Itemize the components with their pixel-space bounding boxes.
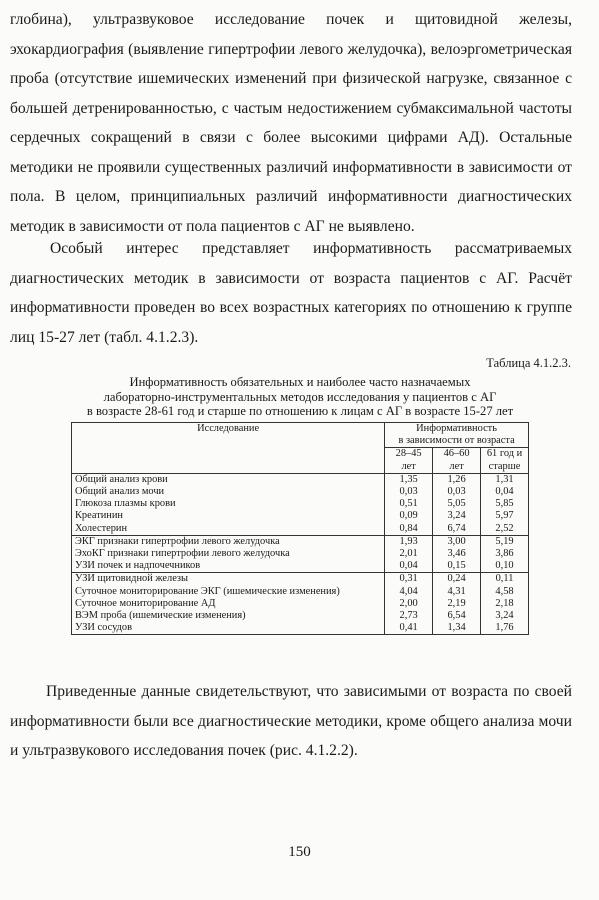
table-caption (50, 375, 550, 419)
header-group-line1: Информативность (416, 423, 497, 434)
value-46-60-cell: 3,24 (433, 510, 481, 522)
table-row (72, 586, 529, 598)
value-61-plus-cell: 0,10 (481, 560, 529, 573)
value-46-60-cell: 0,24 (433, 573, 481, 586)
header-group-line2: в зависимости от возраста (398, 435, 515, 447)
value-46-60-cell: 0,15 (433, 560, 481, 573)
value-46-60-cell: 1,26 (433, 473, 481, 486)
table-row (72, 535, 529, 548)
value-28-45-cell: 4,04 (385, 586, 433, 598)
value-46-60-cell: 6,54 (433, 610, 481, 622)
table-caption-line: Информативность обязательных и наиболее часто назначаемых (129, 375, 471, 389)
row-name-cell: Суточное мониторирование АД (72, 598, 385, 610)
value-28-45-cell: 0,03 (385, 486, 433, 498)
table-row (72, 573, 529, 586)
value-61-plus-cell: 1,76 (481, 622, 529, 635)
value-46-60-cell: 5,05 (433, 498, 481, 510)
header-group (385, 423, 529, 448)
table-body (72, 473, 529, 635)
value-61-plus-cell: 1,31 (481, 473, 529, 486)
value-61-plus-cell: 5,85 (481, 498, 529, 510)
row-name-cell: Глюкоза плазмы крови (72, 498, 385, 510)
value-61-plus-cell: 0,11 (481, 573, 529, 586)
value-46-60-cell: 0,03 (433, 486, 481, 498)
value-28-45-cell: 0,51 (385, 498, 433, 510)
value-61-plus-cell: 4,58 (481, 586, 529, 598)
paragraph-1: глобина), ультразвуковое исследование почек и щитовидной железы, эхокардиография (выявление гипертрофии левого желудочка), велоэргометрическая проба (отсутствие ишемических изменений при физической нагрузке, связанное с большей детренированностью, с частым недостижением субмаксимальной частоты сердечных сокращений в связи с более высокими цифрами АД). Остальные методики не проявили существенных различий информативности в зависимости от пола. В целом, принципиальных различий информативности диагностических методик в зависимости от пола пациентов с АГ не выявлено. (10, 11, 572, 235)
row-name-cell: Общий анализ крови (72, 473, 385, 486)
row-name-cell: Общий анализ мочи (72, 486, 385, 498)
value-28-45-cell: 0,31 (385, 573, 433, 586)
row-name-cell: УЗИ щитовидной железы (72, 573, 385, 586)
table-label: Таблица 4.1.2.3. (486, 356, 571, 370)
row-name-cell: Суточное мониторирование ЭКГ (ишемические изменения) (72, 586, 385, 598)
value-61-plus-cell: 0,04 (481, 486, 529, 498)
value-28-45-cell: 0,09 (385, 510, 433, 522)
table-row (72, 486, 529, 498)
value-61-plus-cell: 5,97 (481, 510, 529, 522)
paragraph-2: Особый интерес представляет информативность рассматриваемых диагностических методик в зависимости от возраста пациентов с АГ. Расчёт информативности проведен во всех возрастных категориях по отношению к группе лиц 15-27 лет (табл. 4.1.2.3). (10, 240, 572, 346)
table-row (72, 523, 529, 536)
value-46-60-cell: 3,00 (433, 535, 481, 548)
table-row (72, 560, 529, 573)
page-number: 150 (288, 844, 311, 860)
table-row (72, 598, 529, 610)
value-28-45-cell: 1,35 (385, 473, 433, 486)
table-caption-line: лабораторно-инструментальных методов исследования у пациентов с АГ (103, 389, 497, 404)
value-61-plus-cell: 2,52 (481, 523, 529, 536)
table-row (72, 498, 529, 510)
table-caption-line: в возрасте 28-61 год и старше по отношению к лицам с АГ в возрасте 15-27 лет (86, 404, 514, 418)
header-col-46-60: 46–60 лет (433, 448, 481, 473)
table-row (72, 473, 529, 486)
header-col-61-plus: 61 год и старше (481, 448, 529, 473)
row-name-cell: ЭКГ признаки гипертрофии левого желудочка (72, 535, 385, 548)
paragraph-3: Приведенные данные свидетельствуют, что зависимыми от возраста по своей информативности были все диагностические методики, кроме общего анализа мочи и ультразвукового исследования почек (рис. 4.1.2.2). (10, 683, 572, 759)
row-name-cell: Креатинин (72, 510, 385, 522)
value-28-45-cell: 0,41 (385, 622, 433, 635)
row-name-cell: ВЭМ проба (ишемические изменения) (72, 610, 385, 622)
value-46-60-cell: 1,34 (433, 622, 481, 635)
table-row (72, 610, 529, 622)
header-col-28-45: 28–45 лет (385, 448, 433, 473)
value-28-45-cell: 2,73 (385, 610, 433, 622)
value-28-45-cell: 0,04 (385, 560, 433, 573)
value-46-60-cell: 2,19 (433, 598, 481, 610)
header-study: Исследование (72, 423, 385, 474)
table-row (72, 510, 529, 522)
table-row (72, 622, 529, 635)
value-46-60-cell: 6,74 (433, 523, 481, 536)
value-28-45-cell: 1,93 (385, 535, 433, 548)
value-46-60-cell: 3,46 (433, 548, 481, 560)
value-28-45-cell: 2,00 (385, 598, 433, 610)
table-row (72, 548, 529, 560)
row-name-cell: УЗИ почек и надпочечников (72, 560, 385, 573)
value-61-plus-cell: 2,18 (481, 598, 529, 610)
value-28-45-cell: 2,01 (385, 548, 433, 560)
value-61-plus-cell: 5,19 (481, 535, 529, 548)
value-46-60-cell: 4,31 (433, 586, 481, 598)
informativity-table (71, 422, 529, 635)
value-61-plus-cell: 3,24 (481, 610, 529, 622)
row-name-cell: Холестерин (72, 523, 385, 536)
row-name-cell: УЗИ сосудов (72, 622, 385, 635)
value-28-45-cell: 0,84 (385, 523, 433, 536)
row-name-cell: ЭхоКГ признаки гипертрофии левого желудочка (72, 548, 385, 560)
value-61-plus-cell: 3,86 (481, 548, 529, 560)
